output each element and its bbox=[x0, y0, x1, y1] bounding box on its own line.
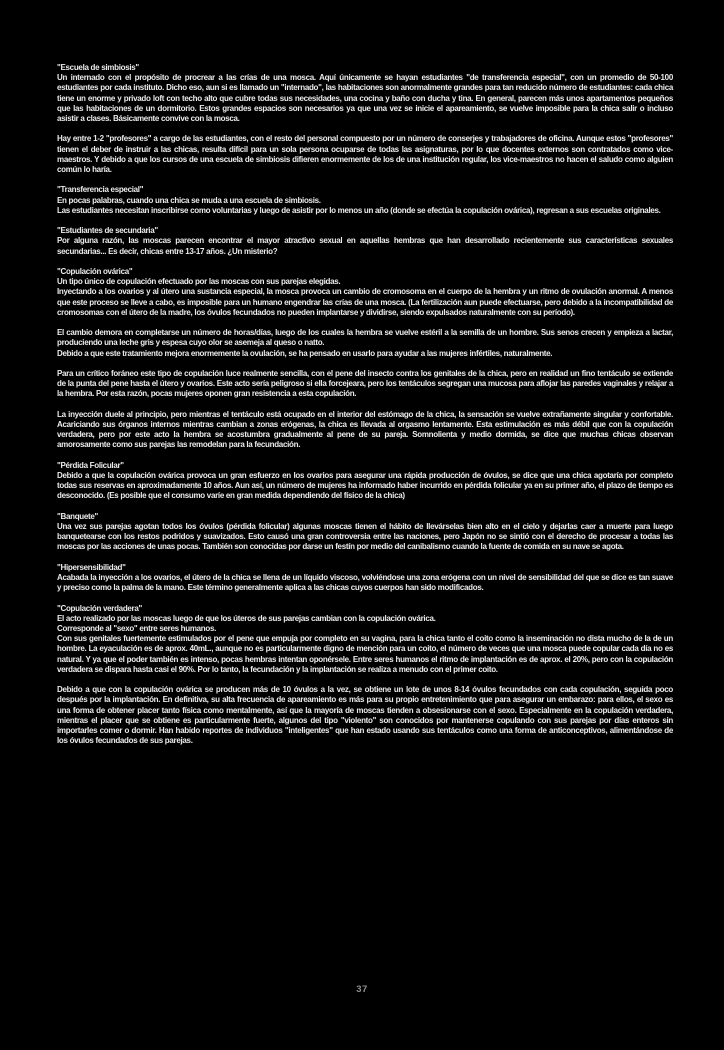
paragraph: Hay entre 1-2 "profesores" a cargo de las estudiantes, con el resto del personal compuesto por un número de conserjes y trabajadores de oficina. Aunque estos "profesores" tienen el deber de instruir a las chicas, resulta difícil para un sola persona ocuparse de todas las asignaturas, por lo que docentes externos son contratados como vice-maestros. Y debido a que los cursos de una escuela de simbiosis difieren enormemente de los de una institución regular, los vice-maestros no hacen el saludo como alguien común lo haría. bbox=[57, 134, 673, 175]
paragraph: Para un crítico foráneo este tipo de copulación luce realmente sencilla, con el pene del insecto contra los genitales de la chica, pero en realidad un fino tentáculo se extiende de la punta del pene hasta el útero y ovarios. Este acto sería peligroso si ella forcejeara, pero los tentáculos segregan una mucosa para aflojar las paredes vaginales y relajar a la hembra. Por esta razón, pocas mujeres oponen gran resistencia a esta copulación. bbox=[57, 369, 673, 399]
paragraph-block bbox=[57, 522, 673, 553]
glossary-section bbox=[57, 267, 673, 451]
paragraph: Inyectando a los ovarios y al útero una sustancia especial, la mosca provoca un cambio de cromosoma en el cuerpo de la hembra y un ritmo de ovulación anormal. A menos que este proceso se lleve a cabo, es imposible para un humano engendrar las crías de una mosca. (La fertilización aun puede efectuarse, pero debido a la incompatibilidad de cromosomas con el útero de la madre, los óvulos fecundados no pueden implantarse y dividirse, siendo expulsados naturalmente con su período). bbox=[57, 287, 673, 317]
section-header: "Pérdida Folicular" bbox=[57, 460, 124, 470]
paragraph: Debido a que con la copulación ovárica se producen más de 10 óvulos a la vez, se obtiene un lote de unos 8-14 óvulos fecundados con cada copulación, seguida poco después por la implantación. En definitiva, su alta frecuencia de apareamiento es más para su propio entretenimiento que para asegurar un embarazo: para ellos, el sexo es una forma de obtener placer tanto física como mentalmente, así que la mayoría de moscas tienden a obsesionarse con el sexo. Especialmente en la copulación verdadera, mientras el placer que se obtiene es particularmente fuerte, algunos del tipo "violento" son conocidos por mantenerse copulando con sus parejas por días enteros sin importarles comer o dormir. Han habido reportes de individuos "inteligentes" que han estado usando sus tentáculos como una forma de anticonceptivos, alimentándose de los óvulos fecundados de sus parejas. bbox=[57, 685, 673, 746]
section-header: "Hipersensibilidad" bbox=[57, 562, 126, 572]
paragraph-block bbox=[57, 236, 673, 256]
page-number: 37 bbox=[356, 984, 368, 995]
glossary-section bbox=[57, 563, 673, 594]
paragraph: La inyección duele al principio, pero mientras el tentáculo está ocupado en el interior del estómago de la chica, la sensación se vuelve extrañamente singular y confortable. Acariciando sus órganos internos mientras cambian a zonas erógenas, la chica es llevada al orgasmo lentamente. Esta estimulación es más débil que con la copulación verdadera, pero por este acto la hembra se acostumbra gradualmente al pene de su pareja. Somnolienta y medio dormida, se dice que muchas chicas observan amorosamente como sus parejas las remodelan para la fecundación. bbox=[57, 409, 673, 450]
paragraph-block bbox=[57, 73, 673, 124]
page-body bbox=[57, 63, 673, 746]
paragraph-block bbox=[57, 196, 673, 216]
section-blocks bbox=[57, 471, 673, 502]
paragraph-block bbox=[57, 471, 673, 502]
paragraph: Corresponde al "sexo" entre seres humanos. bbox=[57, 624, 217, 633]
section-header: "Estudiantes de secundaria" bbox=[57, 226, 158, 236]
paragraph: Debido a que la copulación ovárica provoca un gran esfuerzo en los ovarios para asegurar una rápida producción de óvulos, se dice que una chica agotaría por completo todas sus reservas en aproximadamente 10 años. Aun así, un número de mujeres ha informado haber incurrido en pérdida folicular ya en su primer año, el plazo de tiempo es desconocido. (Es posible que el consumo varíe en gran medida dependiendo del físico de la chica) bbox=[57, 471, 673, 501]
paragraph-block bbox=[57, 614, 673, 675]
glossary-section bbox=[57, 226, 673, 257]
section-blocks bbox=[57, 236, 673, 256]
section-blocks bbox=[57, 614, 673, 747]
section-header: "Banquete" bbox=[57, 511, 99, 521]
glossary-section bbox=[57, 512, 673, 553]
paragraph: El acto realizado por las moscas luego de que los úteros de sus parejas cambian con la copulación ovárica. bbox=[57, 613, 436, 623]
paragraph-block bbox=[57, 573, 673, 593]
section-blocks bbox=[57, 522, 673, 553]
paragraph: Un internado con el propósito de procrear a las crías de una mosca. Aquí únicamente se hayan estudiantes "de transferencia especial", con un promedio de 50-100 estudiantes por cada instituto. Dicho eso, aun si es llamado un "internado", las habitaciones son anormalmente grandes para tan reducido número de estudiantes: cada chica tiene un enorme y privado loft con techo alto que cubre todas sus necesidades, una cocina y baño con ducha y tina. En general, parecen más unos apartamentos pequeños que las habitaciones de un dormitorio. Estos grandes espacios son necesarios ya que una vez se inicie el apareamiento, se vuelve imposible para la chica salir o incluso asistir a clases. Básicamente convive con la mosca. bbox=[57, 73, 673, 124]
glossary-section bbox=[57, 63, 673, 175]
paragraph-block bbox=[57, 328, 673, 359]
glossary-section bbox=[57, 461, 673, 502]
paragraph: Por alguna razón, las moscas parecen encontrar el mayor atractivo sexual en aquellas hembras que han desarrollado recientemente sus características sexuales secundarias... Es decir, chicas entre 13-17 años. ¿Un misterio? bbox=[57, 236, 673, 256]
paragraph-block bbox=[57, 410, 673, 451]
paragraph-block bbox=[57, 134, 673, 175]
section-blocks bbox=[57, 277, 673, 450]
paragraph: Con sus genitales fuertemente estimulados por el pene que empuja por completo en su vagina, para la chica tanto el coito como la inseminación no dista mucho de la de un hombre. La eyaculación es de aprox. 40mL., aunque no es particularmente digno de mención para un coito, el número de veces que una mosca puede copular cada día no es natural. Y ya que el poder también es intenso, pocas hembras intentan oponérsele. Entre seres humanos el ritmo de implantación es de aprox. el 20%, pero con la copulación verdadera se dispara hasta casi el 90%. Por lo tanto, la fecundación y la implantación se realiza a menudo con el primer coito. bbox=[57, 634, 673, 674]
section-blocks bbox=[57, 573, 673, 593]
paragraph: Debido a que este tratamiento mejora enormemente la ovulación, se ha pensado en usarlo para ayudar a las mujeres infértiles, naturalmente. bbox=[57, 348, 553, 358]
paragraph: Las estudiantes necesitan inscribirse como voluntarias y luego de asistir por lo menos un año (donde se efectúa la copulación ovárica), regresan a sus escuelas originales. bbox=[57, 205, 661, 215]
paragraph: El cambio demora en completarse un número de horas/días, luego de los cuales la hembra se vuelve estéril a la semilla de un hombre. Sus senos crecen y empieza a lactar, produciendo una leche gris y espesa cuyo olor se asemeja al queso o natto. bbox=[57, 328, 673, 348]
section-header: "Transferencia especial" bbox=[57, 185, 144, 195]
section-blocks bbox=[57, 73, 673, 175]
paragraph-block bbox=[57, 277, 673, 318]
paragraph: Un tipo único de copulación efectuado por las moscas con sus parejas elegidas. bbox=[57, 277, 341, 287]
glossary-section bbox=[57, 604, 673, 747]
section-header: "Copulación verdadera" bbox=[57, 603, 143, 613]
section-blocks bbox=[57, 196, 673, 216]
glossary-section bbox=[57, 185, 673, 216]
paragraph: En pocas palabras, cuando una chica se muda a una escuela de simbiosis. bbox=[57, 195, 321, 205]
paragraph-block bbox=[57, 369, 673, 400]
section-header: "Copulación ovárica" bbox=[57, 267, 133, 276]
paragraph: Acabada la inyección a los ovarios, el útero de la chica se llena de un líquido viscoso, volviéndose una zona erógena con un nivel de sensibilidad del que se dice es tan suave y preciso como la palma de la mano. Este término generalmente aplica a las chicas cuyos cuerpos han sido modificados. bbox=[57, 573, 673, 593]
paragraph-block bbox=[57, 685, 673, 746]
section-header: "Escuela de simbiosis" bbox=[57, 63, 139, 72]
paragraph: Una vez sus parejas agotan todos los óvulos (pérdida folicular) algunas moscas tienen el hábito de llevárselas bien alto en el cielo y dejarlas caer a muerte para luego banquetearse con los restos podridos y suavizados. Esto causó una gran controversia entre las naciones, pero Japón no se sintió con el derecho de procesar a todas las moscas por las acciones de unas pocas. También son conocidas por darse un festín por medio del canibalismo cuando la fuente de comida en su nave se agota. bbox=[57, 522, 673, 552]
